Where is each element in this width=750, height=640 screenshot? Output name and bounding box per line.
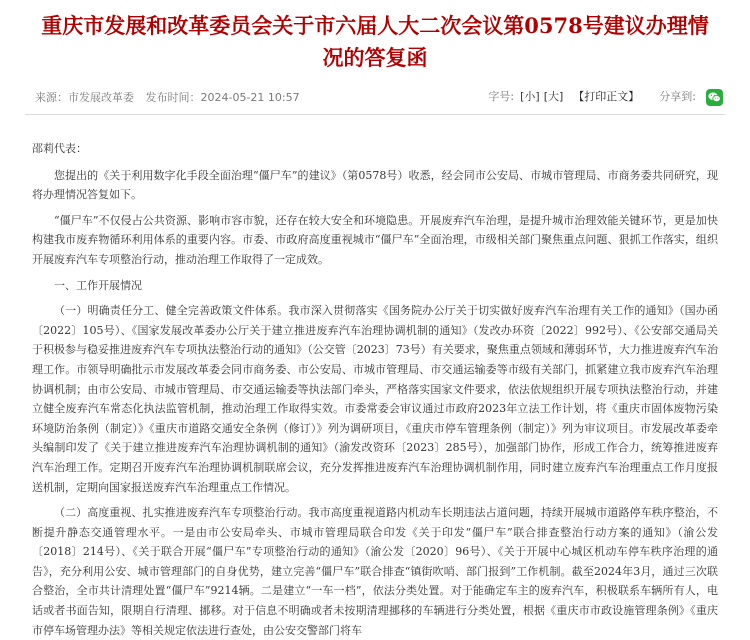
article-meta-info	[35, 90, 308, 106]
article-tools	[488, 88, 723, 106]
article-content	[32, 139, 718, 640]
publish-time: 发布时间：2024-05-21 10:57	[145, 91, 300, 104]
salutation: 邵莉代表：	[32, 142, 87, 155]
paragraph-item-2: （二）高度重视、扎实推进废弃汽车专项整治行动。我市高度重视道路内机动车长期违法占道问题，持续开展城市道路停车秩序整治，不断提升静态交通管理水平。一是由市公安局牵头、市城市管理局联合印发《关于印发“僵尸车”联合排查整治行动方案的通知》（渝公发〔2018〕214号）、《关于联合开展“僵尸车”专项整治行动的通知》（渝公发〔2020〕96号）、《关于开展中心城区机动车停车秩序治理的通告》，充分利用公安、城市管理部门的自身优势，建立完善“僵尸车”联合排查“镇街吹哨、部门报到”工作机制。截至2024年3月，通过三次联合整治，全市共计清理处置“僵尸车”9214辆。二是建立“一车一档”，依法分类处置。对于能确定车主的废弃汽车，积极联系车辆所有人，电话或者书面告知，限期自行清理、挪移。对于信息不明确或者未按期清理挪移的车辆进行分类处置，根据《重庆市市政设施管理条例》《重庆市停车场管理办法》等相关规定依法进行查处，由公安交警部门将车	[32, 506, 718, 637]
wechat-glyph	[708, 92, 721, 103]
font-size-label: 字号:	[488, 90, 515, 103]
paragraph-background: “僵尸车”不仅侵占公共资源、影响市容市貌，还存在较大安全和环境隐患。开展废弃汽车治理，是提升城市治理效能关键环节，更是加快构建我市废弃物循环利用体系的重要内容。市委、市政府高度重视城市“僵尸车”全面治理，市级相关部门聚焦重点问题、狠抓工作落实，组织开展废弃汽车专项整治行动，推动治理工作取得了一定成效。	[32, 213, 718, 266]
section-heading: 一、工作开展情况	[54, 278, 142, 292]
paragraph-intro: 您提出的《关于利用数字化手段全面治理“僵尸车”的建议》（第0578号）收悉，经会同市公安局、市城市管理局、市商务委共同研究，现将办理情况答复如下。	[32, 168, 718, 202]
font-small-button[interactable]: [小]	[520, 90, 540, 103]
source-label: 来源：市发展改革委	[35, 91, 134, 104]
font-large-button[interactable]: [大]	[543, 90, 564, 103]
page-title: 重庆市发展和改革委员会关于市六届人大二次会议第0578号建议办理情况的答复函	[41, 13, 709, 70]
print-button[interactable]: 【打印正文】	[573, 90, 640, 103]
article-meta-bar	[25, 88, 725, 115]
wechat-icon[interactable]	[706, 89, 723, 106]
paragraph-item-1: （一）明确责任分工、健全完善政策文件体系。我市深入贯彻落实《国务院办公厅关于切实做好废弃汽车治理有关工作的通知》（国办函〔2022〕105号）、《国家发展改革委办公厅关于建立推进废弃汽车治理协调机制的通知》（发改办环资〔2022〕992号）、《公安部交通局关于积极参与稳妥推进废弃汽车专项执法整治行动的通知》（公交管〔2023〕73号）有关要求，聚焦重点领域和薄弱环节，大力推进废弃汽车治理工作。市领导明确批示市发展改革委会同市商务委、市公安局、市城市管理局、市交通运输委等市级有关部门，抓紧建立我市废弃汽车治理协调机制；由市公安局、市城市管理局、市交通运输委等执法部门牵头，严格落实国家文件要求，依法依规组织开展专项执法整治行动，并建立健全废弃汽车常态化执法监管机制，推动治理工作取得实效。市委常委会审议通过市政府2023年立法工作计划，将《重庆市固体废物污染环境防治条例（制定）》《重庆市道路交通安全条例（修订）》列为调研项目，《重庆市停车管理条例（制定）》列为审议项目。市发展改革委牵头编制印发了《关于建立推进废弃汽车治理协调机制的通知》（渝发改资环〔2023〕285号），加强部门协作，形成工作合力，统筹推进废弃汽车治理工作。定期召开废弃汽车治理协调机制联席会议，充分发挥推进废弃汽车治理协调机制作用，同时建立废弃汽车治理重点工作月度报送机制，定期向国家报送废弃汽车治理重点工作情况。	[32, 304, 718, 494]
share-label: 分享到:	[659, 90, 696, 103]
